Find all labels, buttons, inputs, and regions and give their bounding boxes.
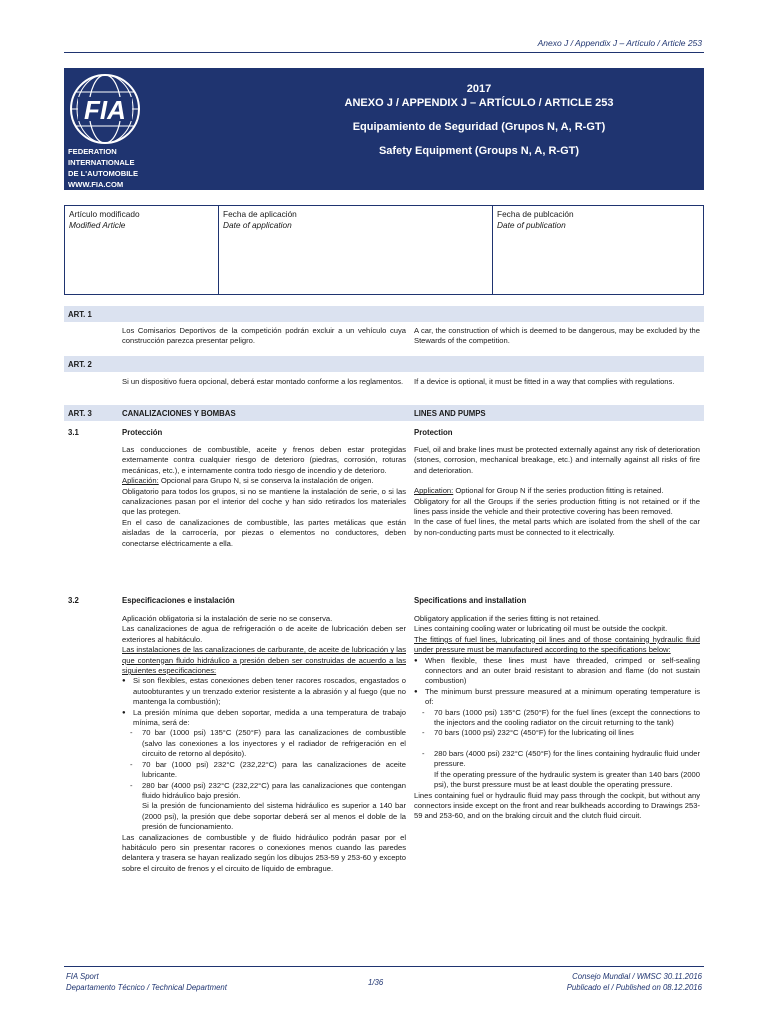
art2-text-en: If a device is optional, it must be fitted in a way that complies with regulations. bbox=[414, 377, 675, 386]
label-es: Fecha de publcación bbox=[497, 209, 574, 219]
publication-date-cell bbox=[492, 206, 768, 294]
article-title-en: LINES AND PUMPS bbox=[414, 409, 486, 418]
federation-line: DE L'AUTOMOBILE bbox=[68, 169, 139, 178]
section-title-es: Especificaciones e instalación bbox=[122, 596, 235, 605]
paragraph: Fuel, oil and brake lines must be protected externally against any risk of deterioration (stones, corrosion, mechanical breakage, etc.) and internally against all risks of fire and deterioration. bbox=[414, 445, 700, 475]
paragraph: Las canalizaciones de combustible y de fluido hidráulico podrán pasar por el habitáculo pero sin presentar racores o conexiones menos cuando las paredes delantera y trasera se hayan realizado según los dibujos 253-59 y 253-60 y excepto sobre el circuito de frenos y el circuito de líquido de embrague. bbox=[122, 832, 406, 873]
federation-line: INTERNATIONALE bbox=[68, 158, 135, 167]
section-number: 3.1 bbox=[68, 428, 79, 437]
section-title-en: Protection bbox=[414, 428, 453, 437]
article-band bbox=[64, 306, 704, 322]
running-header: Anexo J / Appendix J – Artículo / Article 253 bbox=[537, 38, 702, 48]
bullet-item: ● La presión mínima que deben soportar, medida a una temperatura de trabajo mínima, será de: bbox=[122, 708, 406, 729]
s31-body-en bbox=[414, 445, 700, 538]
article-number: ART. 3 bbox=[68, 409, 92, 418]
bullet-item: ● When flexible, these lines must have threaded, crimped or self-sealing connectors and an outer braid resistant to abrasion and flame (do not sustain combustion) bbox=[414, 656, 700, 687]
paragraph: Obligatory application if the series fitting is not retained. bbox=[414, 614, 601, 623]
dash-item: - 70 bar (1000 psi) 135°C (250°F) para las canalizaciones de combustible (salvo las conexiones a los inyectores y el radiador de refrigeración en el circuito de retorno al depósito). bbox=[122, 728, 406, 759]
label-es: Artículo modificado bbox=[69, 209, 140, 219]
paragraph: Aplicación obligatoria si la instalación de serie no se conserva. bbox=[122, 614, 333, 623]
title-english: Safety Equipment (Groups N, A, R-GT) bbox=[378, 145, 580, 157]
paragraph: Las instalaciones de las canalizaciones de carburante, de aceite de lubricación y las que contengan fluido hidráulico a presión deben ser construidas de acuerdo a las siguientes especificaciones: bbox=[122, 645, 406, 676]
application-text: Opcional para Grupo N, si se conserva la instalación de origen. bbox=[158, 476, 374, 486]
dash-item: - 280 bars (4000 psi) 232°C (450°F) for the lines containing hydraulic fluid under pressure. bbox=[414, 749, 700, 770]
section-title-es: Protección bbox=[122, 428, 163, 437]
header-rule bbox=[64, 52, 704, 53]
article-number: ART. 2 bbox=[68, 360, 92, 369]
logo-text: FIA bbox=[84, 95, 126, 125]
label-en: Date of publication bbox=[497, 220, 566, 230]
section-number: 3.2 bbox=[68, 596, 79, 605]
dash-continuation: If the operating pressure of the hydraulic system is greater than 140 bars (2000 psi), the burst pressure must be at least double the operating pressure. bbox=[434, 769, 700, 790]
label-es: Fecha de aplicación bbox=[223, 209, 297, 219]
application-label: Application: bbox=[414, 486, 454, 496]
s31-body-es bbox=[122, 445, 406, 549]
fia-logo-icon bbox=[68, 72, 142, 146]
footer-published-date: Publicado el / Published on 08.12.2016 bbox=[566, 983, 702, 992]
section-title-en: Specifications and installation bbox=[414, 596, 527, 605]
dash-item: - 70 bars (1000 psi) 232°C (450°F) for the lubricating oil lines bbox=[414, 728, 700, 738]
bullet-item: ● Si son flexibles, estas conexiones deben tener racores roscados, engastados o autoobturantes y un trenzado exterior resistente a la abrasión y al fuego (que no mantenga la combustión); bbox=[122, 676, 406, 707]
paragraph: Obligatory for all the Groups if the series production fitting is not retained or if the lines pass inside the vehicle and their protective covering has been removed. bbox=[414, 496, 700, 517]
footer-rule bbox=[64, 966, 704, 967]
dash-continuation: Si la presión de funcionamiento del sistema hidráulico es superior a 140 bar (2000 psi), la presión que debe soportar deberá ser al menos el doble de la presión de funcionamiento. bbox=[142, 801, 406, 832]
paragraph: The fittings of fuel lines, lubricating oil lines and of those containing hydraulic fluid under pressure must be manufactured according to the specifications below: bbox=[414, 634, 700, 655]
paragraph: Las conducciones de combustible, aceite y frenos deben estar protegidas externamente contra cualquier riesgo de deterioro (piedras, corrosión, roturas mecánicas, etc.), e internamente contra todo riesgo de incendio y de deterioro. bbox=[122, 445, 406, 475]
paragraph: Las canalizaciones de agua de refrigeración o de aceite de lubricación deben ser exteriores al habitáculo. bbox=[122, 624, 406, 644]
label-en: Date of application bbox=[223, 220, 292, 230]
title-banner bbox=[64, 68, 704, 190]
banner-titles bbox=[254, 82, 704, 158]
annex-title: ANEXO J / APPENDIX J – ARTÍCULO / ARTICLE 253 bbox=[344, 97, 614, 109]
modified-article-cell bbox=[65, 206, 218, 294]
footer-left bbox=[66, 971, 227, 993]
application-label: Aplicación: bbox=[122, 476, 159, 486]
application-date-cell bbox=[218, 206, 492, 294]
year: 2017 bbox=[466, 83, 492, 95]
label-en: Modified Article bbox=[69, 220, 126, 230]
s32-body-es bbox=[122, 614, 406, 874]
article-number: ART. 1 bbox=[68, 310, 92, 319]
paragraph: Lines containing cooling water or lubricating oil must be outside the cockpit. bbox=[414, 624, 668, 634]
article-band bbox=[64, 356, 704, 372]
federation-url: WWW.FIA.COM bbox=[68, 180, 124, 189]
art1-text-en: A car, the construction of which is deemed to be dangerous, may be excluded by the Stewards of the competition. bbox=[414, 326, 700, 346]
s32-body-en bbox=[414, 614, 700, 822]
art1-text-es: Los Comisarios Deportivos de la competición podrán excluir a un vehículo cuya construcción parezca presentar peligro. bbox=[122, 326, 406, 346]
dash-item: - 70 bar (1000 psi) 232°C (232,22°C) para las canalizaciones de aceite lubricante. bbox=[122, 760, 406, 781]
footer-department: Departamento Técnico / Technical Department bbox=[66, 983, 227, 992]
footer-right bbox=[567, 971, 702, 993]
dash-item: - 280 bar (4000 psi) 232°C (232,22°C) para las canalizaciones que contengan fluido hidráulico bajo presión. bbox=[122, 781, 406, 802]
page-number: 1/36 bbox=[368, 978, 384, 987]
paragraph: In the case of fuel lines, the metal parts which are isolated from the shell of the car by non-conducting parts must be connected to it electrically. bbox=[414, 517, 700, 537]
article-band bbox=[64, 405, 704, 421]
footer-council-date: Consejo Mundial / WMSC 30.11.2016 bbox=[572, 972, 702, 981]
paragraph: En el caso de canalizaciones de combustible, las partes metálicas que están aisladas de la carrocería, por piezas o elementos no conductores, deben conectarse eléctricamente a ella. bbox=[122, 517, 406, 548]
art2-text-es: Si un dispositivo fuera opcional, deberá estar montado conforme a los reglamentos. bbox=[122, 377, 404, 386]
article-title-es: CANALIZACIONES Y BOMBAS bbox=[122, 409, 236, 418]
application-text: Optional for Group N if the series production fitting is retained. bbox=[453, 486, 664, 496]
dash-item: - 70 bars (1000 psi) 135°C (250°F) for the fuel lines (except the connections to the injectors and the cooling radiator on the circuit returning to the tank) bbox=[414, 708, 700, 729]
revision-table bbox=[64, 205, 704, 295]
federation-line: FEDERATION bbox=[68, 147, 117, 156]
title-spanish: Equipamiento de Seguridad (Grupos N, A, R-GT) bbox=[352, 121, 606, 133]
footer-org: FIA Sport bbox=[66, 972, 99, 981]
federation-name bbox=[68, 146, 138, 190]
paragraph: Obligatorio para todos los grupos, si no se mantiene la instalación de serie, o si las canalizaciones pasan por el interior del coche y han sido retirados los materiales que las protegen. bbox=[122, 486, 406, 517]
bullet-item: ● The minimum burst pressure measured at a minimum operating temperature is of: bbox=[414, 687, 700, 708]
paragraph: Lines containing fuel or hydraulic fluid may pass through the cockpit, but without any connectors inside except on the front and rear bulkheads according to Drawings 253-59 and 253-60, and on the braking circuit and the clutch fluid circuit. bbox=[414, 790, 700, 821]
